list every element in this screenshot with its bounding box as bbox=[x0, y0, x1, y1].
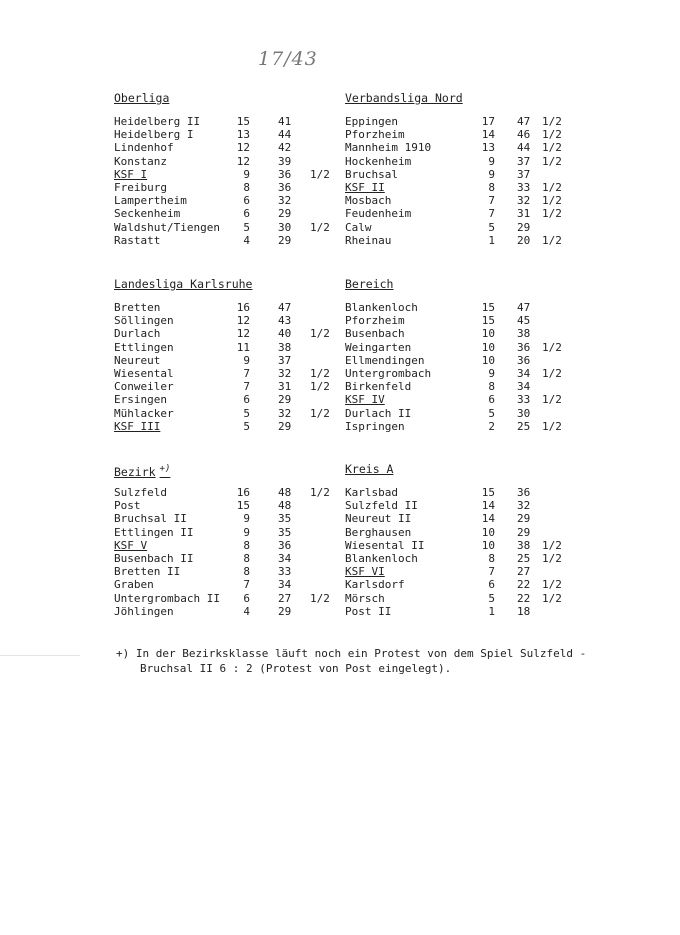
section-title bbox=[345, 90, 463, 106]
section-title-text: Bereich bbox=[345, 277, 394, 291]
games-played: 4 bbox=[243, 604, 250, 618]
team-name: Bruchsal bbox=[345, 167, 398, 181]
team-name: Conweiler bbox=[114, 380, 174, 394]
standing-row bbox=[114, 538, 292, 552]
footnote bbox=[116, 646, 656, 676]
team-name: KSF V bbox=[114, 538, 148, 552]
team-name: Blankenloch bbox=[345, 301, 418, 314]
team-name: Rheinau bbox=[345, 233, 392, 247]
standing-row bbox=[114, 565, 292, 579]
team-name: Weingarten bbox=[345, 340, 412, 354]
team-name: Neureut II bbox=[345, 512, 412, 526]
points: 38 bbox=[517, 538, 531, 552]
standing-row bbox=[345, 486, 531, 499]
points: 31 bbox=[517, 207, 531, 221]
points: 36 bbox=[278, 167, 292, 181]
points-half: 1/2 bbox=[542, 578, 562, 592]
points-half: 1/2 bbox=[310, 327, 330, 341]
standing-row bbox=[345, 301, 531, 314]
points-half: 1/2 bbox=[310, 167, 330, 181]
games-played: 8 bbox=[488, 180, 495, 194]
points-half: 1/2 bbox=[310, 486, 330, 499]
games-played: 15 bbox=[481, 314, 495, 328]
standing-row bbox=[114, 353, 292, 367]
points: 33 bbox=[278, 565, 292, 579]
standing-row bbox=[345, 154, 562, 168]
points: 32 bbox=[278, 366, 292, 380]
league-section bbox=[345, 461, 562, 618]
games-played: 14 bbox=[481, 128, 495, 142]
team-name: Durlach II bbox=[345, 406, 412, 420]
games-played: 7 bbox=[488, 207, 495, 221]
team-name: Feudenheim bbox=[345, 207, 412, 221]
section-title-text: Kreis A bbox=[345, 462, 394, 476]
points: 37 bbox=[517, 154, 531, 168]
standing-row bbox=[345, 327, 531, 341]
standing-row bbox=[114, 525, 292, 539]
points: 36 bbox=[517, 486, 531, 499]
games-played: 5 bbox=[488, 406, 495, 420]
games-played: 15 bbox=[481, 486, 495, 499]
standing-row bbox=[114, 301, 292, 314]
points: 32 bbox=[278, 406, 292, 420]
team-name: Heidelberg II bbox=[114, 115, 201, 128]
team-name: Bretten II bbox=[114, 565, 181, 579]
games-played: 9 bbox=[243, 512, 250, 526]
team-name: Lampertheim bbox=[114, 194, 187, 208]
team-name: Sulzfeld II bbox=[345, 499, 418, 513]
points-half: 1/2 bbox=[542, 340, 562, 354]
team-name: Karlsdorf bbox=[345, 578, 405, 592]
team-name: Ersingen bbox=[114, 393, 167, 407]
points: 34 bbox=[517, 366, 531, 380]
points-half: 1/2 bbox=[310, 380, 330, 394]
points-half: 1/2 bbox=[542, 419, 562, 433]
points: 36 bbox=[517, 340, 531, 354]
team-name: Pforzheim bbox=[345, 314, 405, 328]
standing-row bbox=[345, 220, 531, 234]
team-name: Bruchsal II bbox=[114, 512, 187, 526]
team-name: Bretten bbox=[114, 301, 161, 314]
points: 34 bbox=[278, 551, 292, 565]
standing-row bbox=[345, 115, 562, 128]
points-half: 1/2 bbox=[542, 128, 562, 142]
points: 44 bbox=[278, 128, 292, 142]
standing-row bbox=[345, 419, 562, 433]
points: 29 bbox=[278, 233, 292, 247]
standing-row bbox=[345, 380, 531, 394]
standing-row bbox=[345, 525, 531, 539]
team-name: Untergrombach II bbox=[114, 591, 220, 605]
games-played: 5 bbox=[243, 406, 250, 420]
points: 32 bbox=[278, 194, 292, 208]
points: 30 bbox=[517, 406, 531, 420]
games-played: 6 bbox=[243, 194, 250, 208]
points: 18 bbox=[517, 604, 531, 618]
games-played: 6 bbox=[243, 207, 250, 221]
standing-row bbox=[345, 141, 562, 155]
league-section bbox=[114, 276, 330, 433]
points: 33 bbox=[517, 393, 531, 407]
games-played: 1 bbox=[488, 604, 495, 618]
points: 38 bbox=[517, 327, 531, 341]
standing-row bbox=[114, 115, 292, 128]
standing-row bbox=[114, 180, 292, 194]
league-section bbox=[114, 90, 330, 247]
team-name: Pforzheim bbox=[345, 128, 405, 142]
points: 29 bbox=[278, 604, 292, 618]
points: 29 bbox=[278, 207, 292, 221]
standing-row bbox=[114, 393, 292, 407]
points: 29 bbox=[517, 220, 531, 234]
standing-row bbox=[114, 591, 330, 605]
team-name: Busenbach bbox=[345, 327, 405, 341]
team-name: Eppingen bbox=[345, 115, 398, 128]
standing-row bbox=[345, 366, 562, 380]
points: 47 bbox=[517, 115, 531, 128]
points-half: 1/2 bbox=[310, 220, 330, 234]
standing-row bbox=[114, 141, 292, 155]
points-half: 1/2 bbox=[310, 406, 330, 420]
team-name: Freiburg bbox=[114, 180, 167, 194]
points-half: 1/2 bbox=[542, 551, 562, 565]
games-played: 5 bbox=[243, 220, 250, 234]
games-played: 10 bbox=[481, 327, 495, 341]
team-name: KSF II bbox=[345, 180, 385, 194]
points-half: 1/2 bbox=[542, 393, 562, 407]
section-title bbox=[114, 461, 170, 477]
points: 48 bbox=[278, 486, 292, 499]
footnote-line-1: +) In der Bezirksklasse läuft noch ein Protest von dem Spiel Sulzfeld - bbox=[116, 647, 587, 660]
standing-row bbox=[345, 604, 531, 618]
points: 29 bbox=[278, 419, 292, 433]
games-played: 6 bbox=[243, 393, 250, 407]
team-name: Mühlacker bbox=[114, 406, 174, 420]
points: 47 bbox=[517, 301, 531, 314]
points: 48 bbox=[278, 499, 292, 513]
standing-row bbox=[114, 314, 292, 328]
team-name: Wiesental bbox=[114, 366, 174, 380]
games-played: 6 bbox=[488, 393, 495, 407]
games-played: 6 bbox=[488, 578, 495, 592]
team-name: Karlsbad bbox=[345, 486, 398, 499]
points-half: 1/2 bbox=[542, 194, 562, 208]
games-played: 8 bbox=[243, 565, 250, 579]
games-played: 7 bbox=[488, 565, 495, 579]
games-played: 14 bbox=[481, 512, 495, 526]
standing-row bbox=[345, 538, 562, 552]
team-name: Waldshut/Tiengen bbox=[114, 220, 220, 234]
team-name: Seckenheim bbox=[114, 207, 181, 221]
games-played: 17 bbox=[481, 115, 495, 128]
team-name: KSF VI bbox=[345, 565, 385, 579]
team-name: Neureut bbox=[114, 353, 161, 367]
standing-row bbox=[114, 604, 292, 618]
team-name: Graben bbox=[114, 578, 154, 592]
points: 34 bbox=[517, 380, 531, 394]
standing-row bbox=[114, 406, 330, 420]
standing-row bbox=[345, 207, 562, 221]
team-name: Birkenfeld bbox=[345, 380, 412, 394]
section-title bbox=[345, 461, 393, 477]
games-played: 5 bbox=[488, 220, 495, 234]
team-name: Ettlingen II bbox=[114, 525, 194, 539]
points: 45 bbox=[517, 314, 531, 328]
standing-row bbox=[345, 314, 531, 328]
standing-row bbox=[345, 578, 562, 592]
points-half: 1/2 bbox=[542, 180, 562, 194]
standing-row bbox=[345, 393, 562, 407]
points: 29 bbox=[278, 393, 292, 407]
games-played: 9 bbox=[243, 353, 250, 367]
footnote-marker: +) bbox=[159, 464, 171, 474]
team-name: Calw bbox=[345, 220, 372, 234]
games-played: 15 bbox=[236, 499, 250, 513]
points: 36 bbox=[278, 180, 292, 194]
points-half: 1/2 bbox=[542, 366, 562, 380]
games-played: 9 bbox=[243, 167, 250, 181]
games-played: 9 bbox=[488, 167, 495, 181]
games-played: 5 bbox=[243, 419, 250, 433]
standing-row bbox=[345, 180, 562, 194]
standing-row bbox=[345, 499, 531, 513]
games-played: 16 bbox=[236, 301, 250, 314]
points: 29 bbox=[517, 512, 531, 526]
section-title-text: Landesliga Karlsruhe bbox=[114, 277, 253, 291]
standing-row bbox=[114, 233, 292, 247]
standing-row bbox=[345, 591, 562, 605]
team-name: Rastatt bbox=[114, 233, 161, 247]
team-name: Ellmendingen bbox=[345, 353, 425, 367]
games-played: 10 bbox=[481, 340, 495, 354]
standing-row bbox=[114, 220, 330, 234]
points-half: 1/2 bbox=[310, 366, 330, 380]
points-half: 1/2 bbox=[542, 233, 562, 247]
points: 44 bbox=[517, 141, 531, 155]
points: 25 bbox=[517, 419, 531, 433]
standing-row bbox=[114, 419, 292, 433]
page-number-mark: 17/43 bbox=[258, 48, 318, 70]
games-played: 6 bbox=[243, 591, 250, 605]
team-name: Untergrombach bbox=[345, 366, 432, 380]
points: 25 bbox=[517, 551, 531, 565]
points: 40 bbox=[278, 327, 292, 341]
points: 37 bbox=[517, 167, 531, 181]
team-name: KSF I bbox=[114, 167, 148, 181]
points-half: 1/2 bbox=[542, 115, 562, 128]
section-title bbox=[345, 276, 393, 292]
team-name: KSF IV bbox=[345, 393, 385, 407]
team-name: Post II bbox=[345, 604, 392, 618]
team-name: Busenbach II bbox=[114, 551, 194, 565]
points: 46 bbox=[517, 128, 531, 142]
games-played: 8 bbox=[243, 551, 250, 565]
games-played: 2 bbox=[488, 419, 495, 433]
games-played: 8 bbox=[488, 380, 495, 394]
team-name: Söllingen bbox=[114, 314, 174, 328]
standing-row bbox=[345, 353, 531, 367]
points: 27 bbox=[517, 565, 531, 579]
team-name: Ettlingen bbox=[114, 340, 174, 354]
points-half: 1/2 bbox=[542, 591, 562, 605]
standing-row bbox=[114, 366, 330, 380]
points: 31 bbox=[278, 380, 292, 394]
standing-row bbox=[345, 167, 531, 181]
points: 33 bbox=[517, 180, 531, 194]
league-section bbox=[345, 276, 562, 433]
games-played: 8 bbox=[243, 538, 250, 552]
standing-row bbox=[114, 207, 292, 221]
points-half: 1/2 bbox=[542, 538, 562, 552]
games-played: 13 bbox=[481, 141, 495, 155]
points: 47 bbox=[278, 301, 292, 314]
points: 37 bbox=[278, 353, 292, 367]
games-played: 7 bbox=[243, 366, 250, 380]
standing-row bbox=[345, 194, 562, 208]
games-played: 5 bbox=[488, 591, 495, 605]
league-section bbox=[345, 90, 562, 247]
games-played: 10 bbox=[481, 538, 495, 552]
points: 29 bbox=[517, 525, 531, 539]
games-played: 11 bbox=[236, 340, 250, 354]
team-name: Durlach bbox=[114, 327, 161, 341]
points-half: 1/2 bbox=[542, 141, 562, 155]
points: 43 bbox=[278, 314, 292, 328]
points: 35 bbox=[278, 525, 292, 539]
points: 27 bbox=[278, 591, 292, 605]
team-name: Wiesental II bbox=[345, 538, 425, 552]
points: 38 bbox=[278, 340, 292, 354]
team-name: Post bbox=[114, 499, 141, 513]
team-name: Mosbach bbox=[345, 194, 392, 208]
standing-row bbox=[114, 380, 330, 394]
points: 34 bbox=[278, 578, 292, 592]
section-title bbox=[114, 276, 252, 292]
points: 36 bbox=[278, 538, 292, 552]
points: 30 bbox=[278, 220, 292, 234]
points-half: 1/2 bbox=[542, 207, 562, 221]
team-name: Konstanz bbox=[114, 154, 167, 168]
games-played: 1 bbox=[488, 233, 495, 247]
team-name: Ispringen bbox=[345, 419, 405, 433]
points-half: 1/2 bbox=[310, 591, 330, 605]
games-played: 13 bbox=[236, 128, 250, 142]
standing-row bbox=[114, 154, 292, 168]
games-played: 7 bbox=[243, 380, 250, 394]
team-name: Mörsch bbox=[345, 591, 385, 605]
games-played: 10 bbox=[481, 525, 495, 539]
points: 22 bbox=[517, 591, 531, 605]
points: 32 bbox=[517, 499, 531, 513]
points: 41 bbox=[278, 115, 292, 128]
standing-row bbox=[114, 340, 292, 354]
margin-smudge bbox=[0, 655, 80, 656]
games-played: 8 bbox=[488, 551, 495, 565]
league-section bbox=[114, 461, 330, 618]
standing-row bbox=[345, 340, 562, 354]
team-name: Jöhlingen bbox=[114, 604, 174, 618]
games-played: 12 bbox=[236, 141, 250, 155]
games-played: 7 bbox=[488, 194, 495, 208]
section-title-text: Verbandsliga Nord bbox=[345, 91, 463, 105]
standing-row bbox=[114, 499, 292, 513]
games-played: 12 bbox=[236, 314, 250, 328]
games-played: 7 bbox=[243, 578, 250, 592]
games-played: 9 bbox=[243, 525, 250, 539]
standing-row bbox=[114, 512, 292, 526]
games-played: 14 bbox=[481, 499, 495, 513]
team-name: Mannheim 1910 bbox=[345, 141, 432, 155]
games-played: 9 bbox=[488, 154, 495, 168]
team-name: Heidelberg I bbox=[114, 128, 194, 142]
team-name: Blankenloch bbox=[345, 551, 418, 565]
section-title-text: Bezirk bbox=[114, 464, 156, 479]
footnote-line-2: Bruchsal II 6 : 2 (Protest von Post eingelegt). bbox=[140, 662, 452, 675]
team-name: Sulzfeld bbox=[114, 486, 167, 499]
standing-row bbox=[345, 551, 562, 565]
standing-row bbox=[114, 327, 330, 341]
games-played: 16 bbox=[236, 486, 250, 499]
standing-row bbox=[345, 128, 562, 142]
games-played: 10 bbox=[481, 353, 495, 367]
team-name: Hockenheim bbox=[345, 154, 412, 168]
points: 32 bbox=[517, 194, 531, 208]
points: 36 bbox=[517, 353, 531, 367]
games-played: 15 bbox=[481, 301, 495, 314]
standing-row bbox=[114, 194, 292, 208]
standing-row bbox=[345, 565, 531, 579]
games-played: 12 bbox=[236, 327, 250, 341]
points: 22 bbox=[517, 578, 531, 592]
points-half: 1/2 bbox=[542, 154, 562, 168]
points: 35 bbox=[278, 512, 292, 526]
games-played: 15 bbox=[236, 115, 250, 128]
games-played: 8 bbox=[243, 180, 250, 194]
games-played: 12 bbox=[236, 154, 250, 168]
team-name: Berghausen bbox=[345, 525, 412, 539]
standing-row bbox=[345, 406, 531, 420]
points: 39 bbox=[278, 154, 292, 168]
games-played: 9 bbox=[488, 366, 495, 380]
team-name: Lindenhof bbox=[114, 141, 174, 155]
standing-row bbox=[114, 167, 330, 181]
standing-row bbox=[345, 512, 531, 526]
section-title bbox=[114, 90, 169, 106]
section-title-text: Oberliga bbox=[114, 91, 170, 105]
standing-row bbox=[345, 233, 562, 247]
standing-row bbox=[114, 578, 292, 592]
team-name: KSF III bbox=[114, 419, 161, 433]
games-played: 4 bbox=[243, 233, 250, 247]
standing-row bbox=[114, 486, 330, 499]
points: 42 bbox=[278, 141, 292, 155]
standing-row bbox=[114, 551, 292, 565]
points: 20 bbox=[517, 233, 531, 247]
standing-row bbox=[114, 128, 292, 142]
